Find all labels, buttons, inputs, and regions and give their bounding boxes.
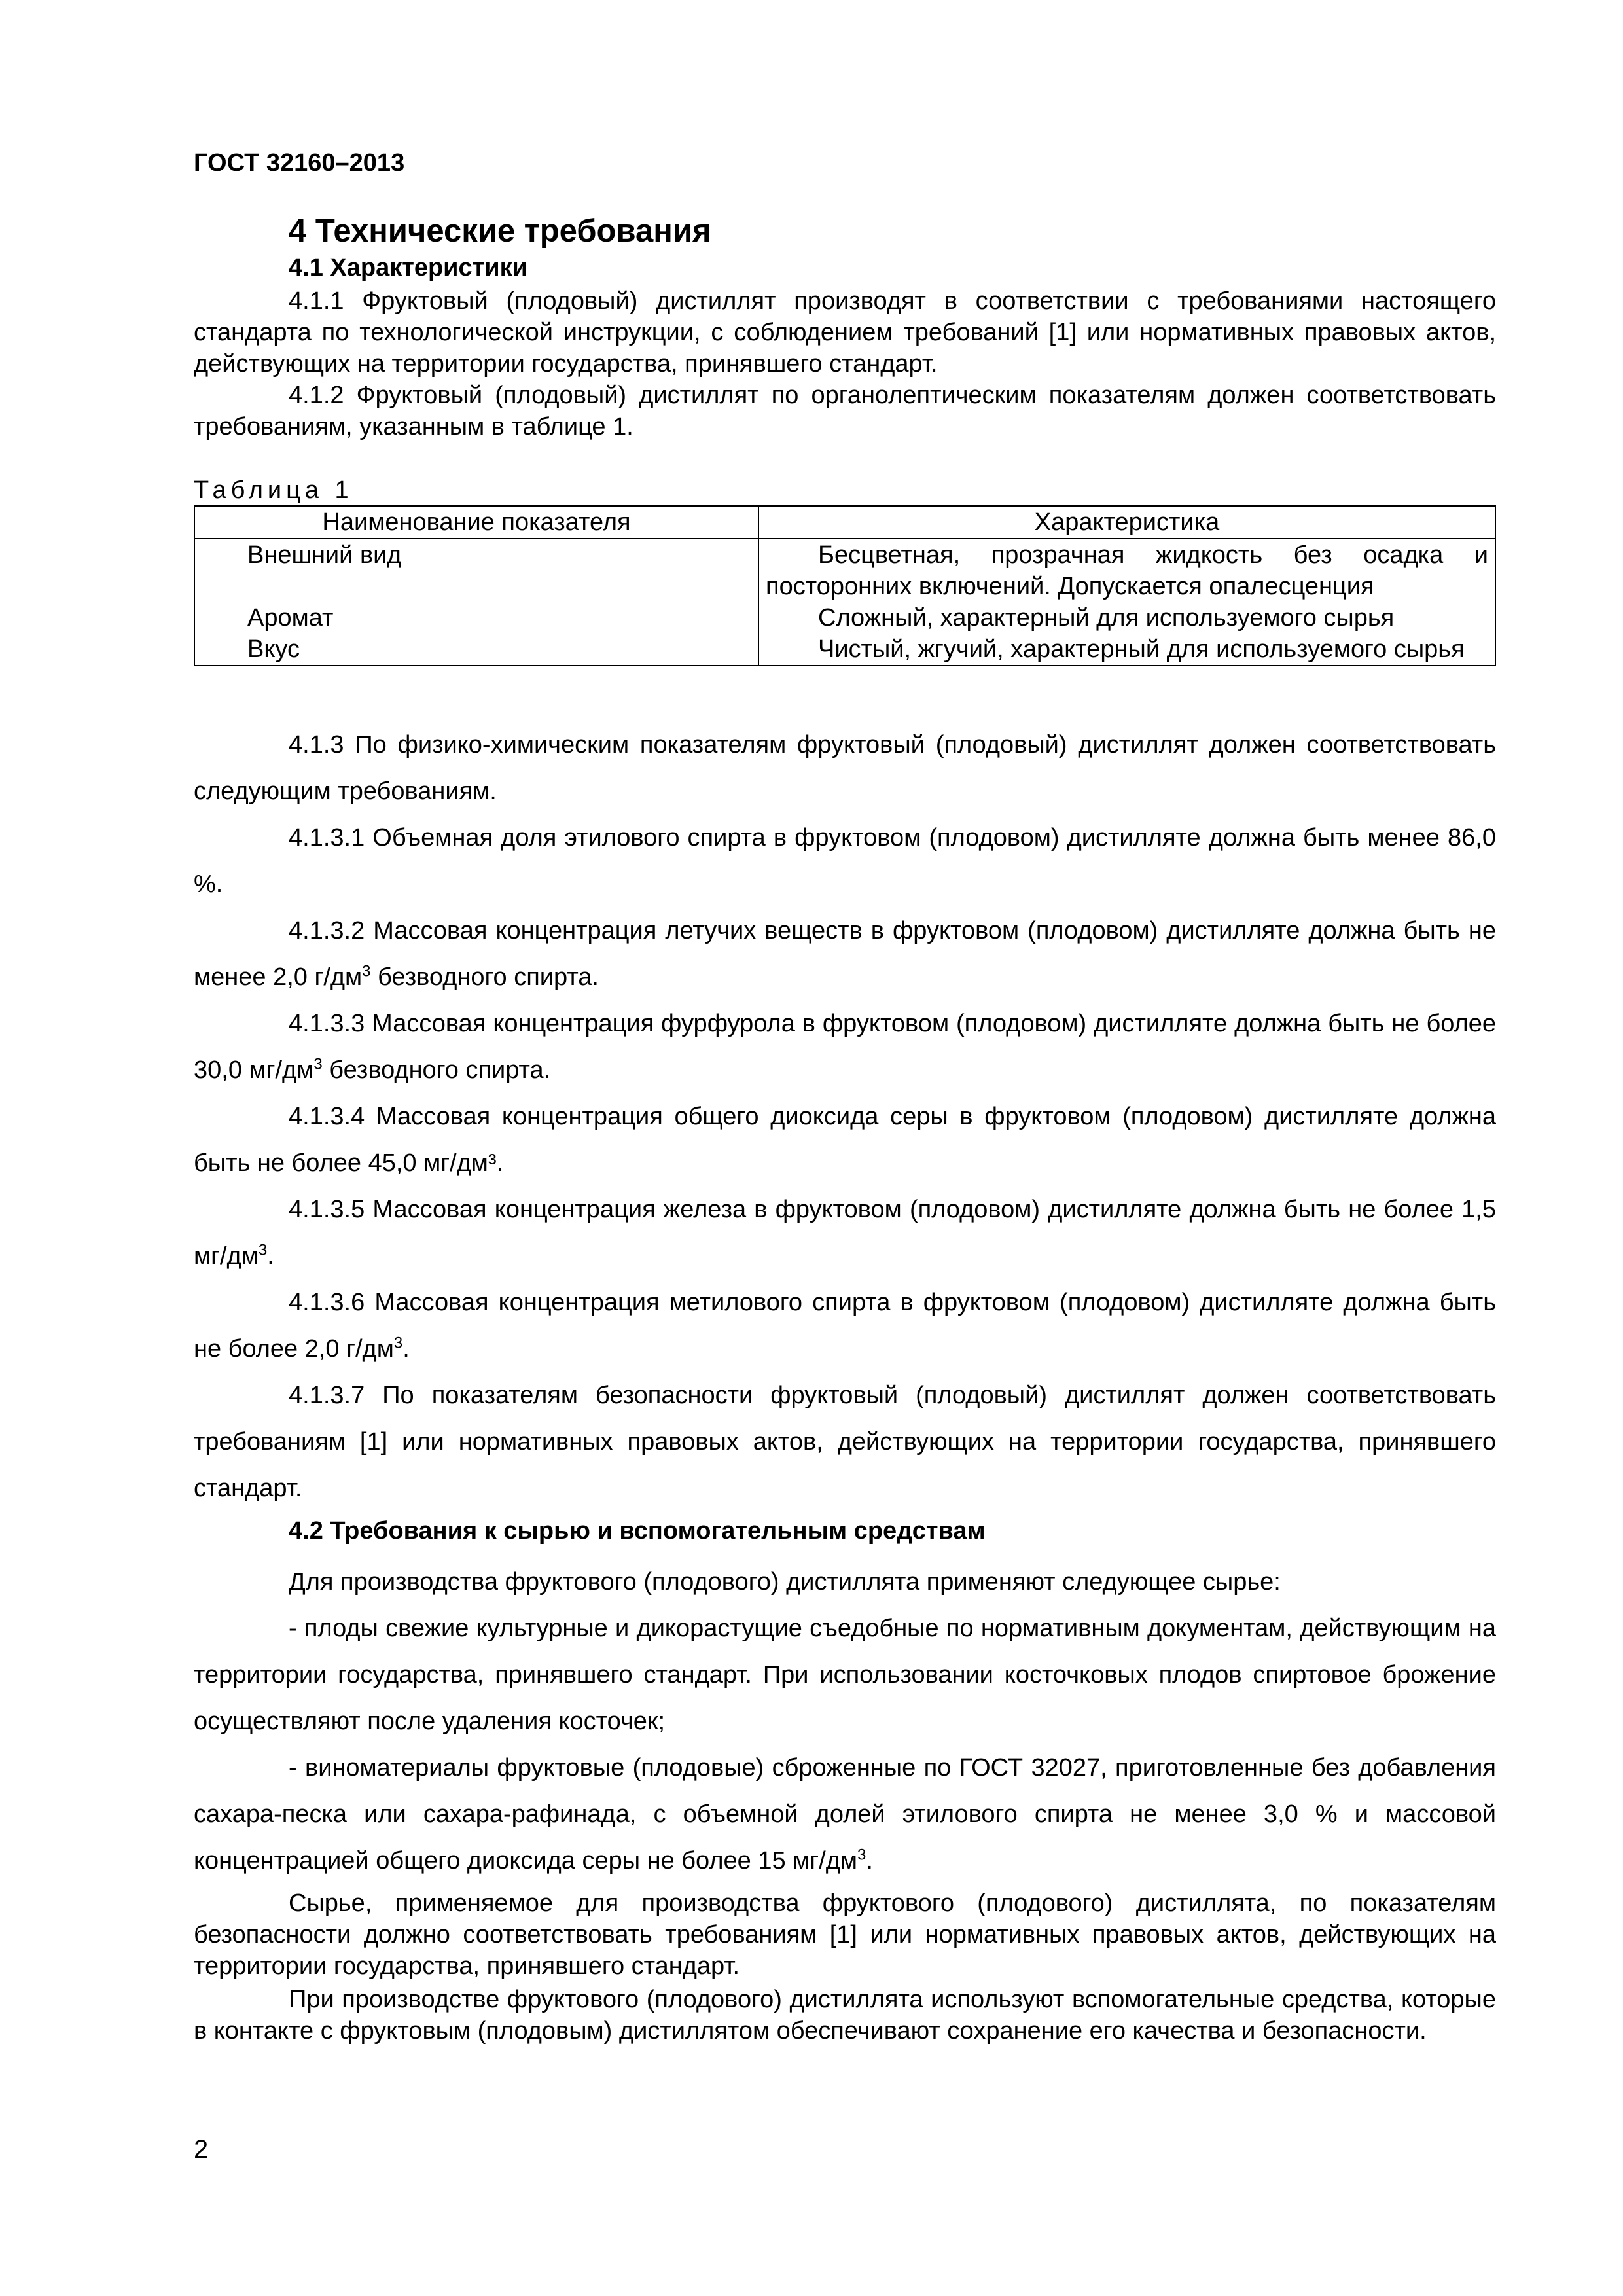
paragraph-4-1-3-2 [194, 908, 1496, 1001]
page-number: 2 [194, 2135, 209, 2164]
paragraph-auxiliary: При производстве фруктового (плодового) дистиллята используют вспомогательные средства, которые в контакте с фруктовым (плодовым) дистиллятом обеспечивают сохранение его качества и безопасности. [194, 1986, 1496, 2045]
paragraph-4-1-3-6 [194, 1280, 1496, 1372]
table-row [194, 602, 1495, 634]
table-cell: Аромат [194, 602, 758, 634]
subsection-title: 4.1 Характеристики [289, 254, 528, 281]
paragraph-4-1-3: 4.1.3 По физико-химическим показателям фруктовый (плодовый) дистиллят должен соответствовать следующим требованиям. [194, 731, 1496, 805]
paragraph-4-1-3-5 [194, 1187, 1496, 1280]
superscript: 3 [313, 1055, 323, 1073]
list-item [194, 1745, 1496, 1884]
table-header-row [194, 506, 1495, 539]
paragraph-text: . [267, 1242, 274, 1270]
table-cell: Сложный, характерный для используемого сырья [758, 602, 1495, 634]
paragraph-text: - виноматериалы фруктовые (плодовые) сброженные по ГОСТ 32027, приготовленные без добавления сахара-песка или сахара-рафинада, с объемной долей этилового спирта не менее 3,0 % и массовой концентрацией общего диоксида серы не более 15 мг/дм [194, 1754, 1496, 1874]
superscript: 3 [362, 962, 371, 980]
paragraph-4-2-intro: Для производства фруктового (плодового) дистиллята применяют следующее сырье: [289, 1568, 1281, 1596]
paragraph-4-1-3-3 [194, 1001, 1496, 1094]
paragraph-text: . [866, 1847, 873, 1874]
paragraph-text: 4.1.3.5 Массовая концентрация железа в фруктовом (плодовом) дистилляте должна быть не более 1,5 мг/дм [194, 1196, 1496, 1270]
section-4-2-title: 4.2 Требования к сырью и вспомогательным средствам [289, 1517, 986, 1545]
table-cell: Бесцветная, прозрачная жидкость без осадка и посторонних включений. Допускается опалесценция [758, 539, 1495, 602]
superscript: 3 [857, 1846, 866, 1864]
table-cell: Внешний вид [194, 539, 758, 602]
paragraph-text: 4.1.3.2 Массовая концентрация летучих веществ в фруктовом (плодовом) дистилляте должна быть не менее 2,0 г/дм [194, 917, 1496, 991]
paragraph-4-1-3-1: 4.1.3.1 Объемная доля этилового спирта в фруктовом (плодовом) дистилляте должна быть менее 86,0 %. [194, 824, 1496, 898]
section-title: 4 Технические требования [289, 213, 711, 249]
paragraph-4-1-1: 4.1.1 Фруктовый (плодовый) дистиллят производят в соответствии с требованиями настоящего стандарта по технологической инструкции, с соблюдением требований [1] или нормативных правовых актов, действующих на территории государства, принявшего стандарт. [194, 287, 1496, 378]
table-header-cell: Наименование показателя [194, 506, 758, 539]
paragraph-text: безводного спирта. [370, 963, 599, 991]
list-item: - плоды свежие культурные и дикорастущие съедобные по нормативным документам, действующим на территории государства, принявшего стандарт. При использовании косточковых плодов спиртовое брожение осуществляют после удаления косточек; [194, 1615, 1496, 1735]
table-1 [194, 505, 1496, 666]
paragraph-text: 4.1.3.3 Массовая концентрация фурфурола в фруктовом (плодовом) дистилляте должна быть не более 30,0 мг/дм [194, 1010, 1496, 1084]
paragraph-4-1-2: 4.1.2 Фруктовый (плодовый) дистиллят по органолептическим показателям должен соответствовать требованиям, указанным в таблице 1. [194, 382, 1496, 440]
superscript: 3 [258, 1241, 268, 1259]
table-header-cell: Характеристика [758, 506, 1495, 539]
table-caption: Таблица 1 [194, 476, 353, 504]
paragraph-text: 4.1.3.6 Массовая концентрация метилового спирта в фруктовом (плодовом) дистилляте должна быть не более 2,0 г/дм [194, 1289, 1496, 1363]
table-row [194, 539, 1495, 602]
paragraph-text: безводного спирта. [322, 1056, 551, 1084]
paragraph-raw-safety: Сырье, применяемое для производства фруктового (плодового) дистиллята, по показателям безопасности должно соответствовать требованиям [1] или нормативных правовых актов, действующих на территории государства, принявшего стандарт. [194, 1890, 1496, 1980]
paragraph-4-1-3-7: 4.1.3.7 По показателям безопасности фруктовый (плодовый) дистиллят должен соответствовать требованиям [1] или нормативных правовых актов, действующих на территории государства, принявшего стандарт. [194, 1382, 1496, 1502]
document-header: ГОСТ 32160–2013 [194, 149, 405, 177]
paragraph-4-1-3-4: 4.1.3.4 Массовая концентрация общего диоксида серы в фруктовом (плодовом) дистилляте должна быть не более 45,0 мг/дм³. [194, 1103, 1496, 1177]
table-cell: Чистый, жгучий, характерный для используемого сырья [758, 634, 1495, 666]
paragraph-text: . [402, 1335, 410, 1363]
table-cell: Вкус [194, 634, 758, 666]
table-row [194, 634, 1495, 666]
superscript: 3 [393, 1334, 403, 1352]
